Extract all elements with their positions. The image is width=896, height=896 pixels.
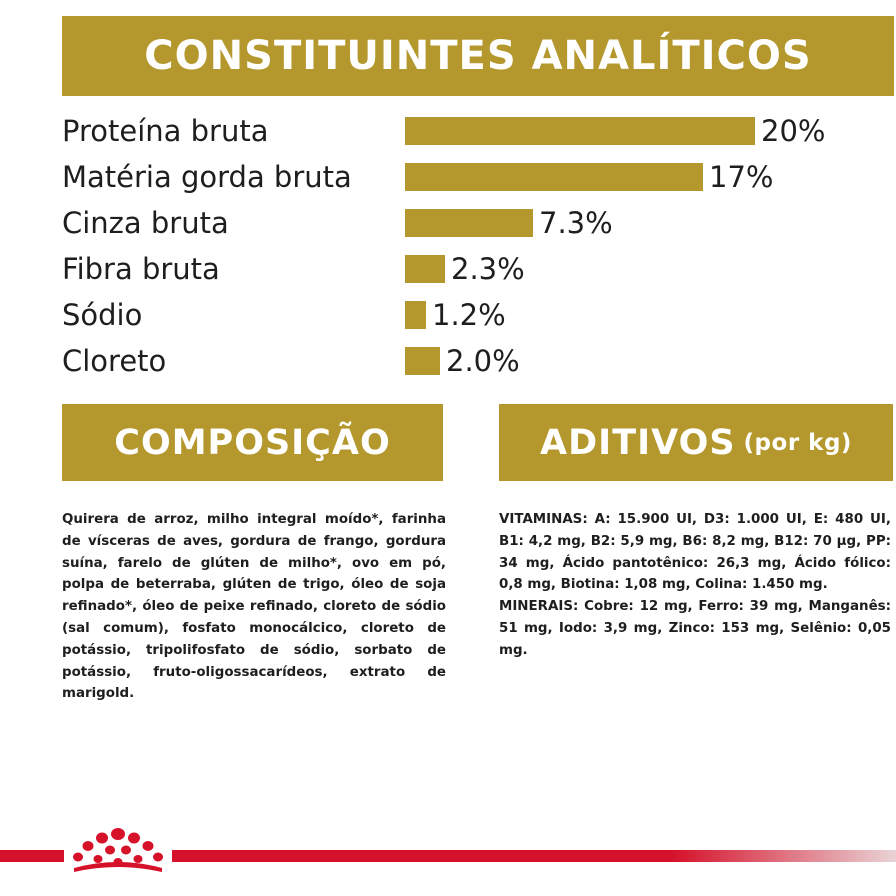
composition-title: COMPOSIÇÃO — [114, 422, 391, 463]
bar-label: Cinza bruta — [62, 206, 229, 240]
bar-row — [0, 338, 896, 384]
composition-banner — [62, 404, 443, 481]
crown-logo — [64, 818, 172, 878]
minerals-paragraph: MINERAIS: Cobre: 12 mg, Ferro: 39 mg, Manganês: 51 mg, Iodo: 3,9 mg, Zinco: 153 mg, Selênio: 0,05 mg. — [499, 599, 891, 658]
bar-label: Sódio — [62, 298, 143, 332]
bar-value-label: 17% — [709, 160, 774, 194]
bar-value-label: 2.0% — [446, 344, 520, 378]
bar — [405, 347, 440, 375]
bar-label: Fibra bruta — [62, 252, 220, 286]
analytics-title: CONSTITUINTES ANALÍTICOS — [144, 33, 812, 79]
bar-value-label: 1.2% — [432, 298, 506, 332]
additives-title: ADITIVOS — [540, 422, 736, 463]
bar-label: Proteína bruta — [62, 114, 269, 148]
bar — [405, 163, 703, 191]
composition-text — [62, 509, 446, 705]
bar — [405, 209, 533, 237]
bar-value-label: 2.3% — [451, 252, 525, 286]
bar-label: Cloreto — [62, 344, 167, 378]
composition-paragraph: Quirera de arroz, milho integral moído*, farinha de vísceras de aves, gordura de frango, gordura suína, farelo de glúten de milho*, ovo em pó, polpa de beterraba, glúten de trigo, óleo de soja refinado*, óleo de peixe refinado, cloreto de sódio (sal comum), fosfato monocálcico, cloreto de potássio, tripolifosfato de sódio, sorbato de potássio, fruto-oligossacarídeos, extrato de marigold. — [62, 512, 446, 702]
vitamins-paragraph: VITAMINAS: A: 15.900 UI, D3: 1.000 UI, E: 480 UI, B1: 4,2 mg, B2: 5,9 mg, B6: 8,2 mg, B12: 70 µg, PP: 34 mg, Ácido pantotênico: 26,3 mg, Ácido fólico: 0,8 mg, Biotina: 1,08 mg, Colina: 1.450 mg. — [499, 512, 891, 593]
analytics-banner — [62, 16, 894, 96]
bar-label: Matéria gorda bruta — [62, 160, 352, 194]
bar-value-label: 20% — [761, 114, 826, 148]
additives-text — [499, 509, 891, 662]
bar — [405, 255, 445, 283]
additives-unit: (por kg) — [743, 429, 852, 456]
bar-row — [0, 292, 896, 338]
bar-row — [0, 200, 896, 246]
bar-row — [0, 154, 896, 200]
bar-row — [0, 246, 896, 292]
bar — [405, 301, 426, 329]
additives-banner — [499, 404, 893, 481]
bar-value-label: 7.3% — [539, 206, 613, 240]
crown-icon — [64, 818, 172, 878]
bar — [405, 117, 755, 145]
bar-row — [0, 108, 896, 154]
